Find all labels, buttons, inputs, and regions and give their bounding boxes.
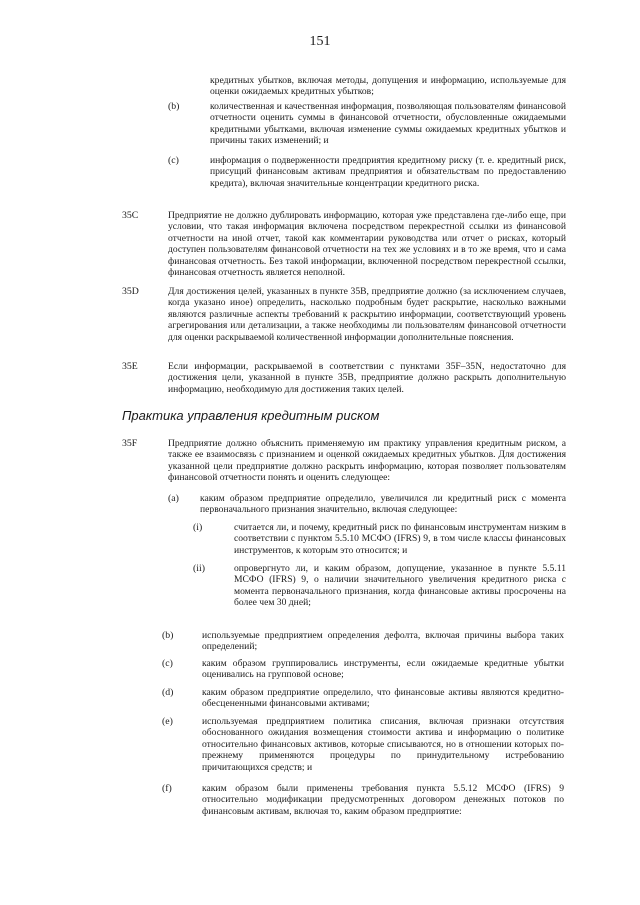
intro-continuation: кредитных убытков, включая методы, допущения и информацию, используемые для оценки ожидаемых кредитных убытков; <box>210 75 566 98</box>
item-c-label: (c) <box>168 155 179 166</box>
subitem-ii-label: (ii) <box>193 563 205 574</box>
item-35f-f-label: (f) <box>162 783 172 794</box>
item-35f-d-label: (d) <box>162 687 174 698</box>
paragraph-35f-text: Предприятие должно объяснить применяемую им практику управления кредитным риском, а также ее взаимосвязь с признанием и оценкой ожидаемых кредитных убытков. Для достижения указанной цели предприятие должно раскрыть информацию, которая позволяет пользователям финансовой отчетности понять и оценить следующее: <box>168 438 566 484</box>
paragraph-35f-label: 35F <box>122 438 138 449</box>
paragraph-35e-label: 35E <box>122 361 138 372</box>
item-35f-f-text: каким образом были применены требования пункта 5.5.12 МСФО (IFRS) 9 относительно модификации предусмотренных договором денежных потоков по финансовым активам, включая то, каким образом предприятие: <box>202 783 564 817</box>
item-b-text: количественная и качественная информация, позволяющая пользователям финансовой отчетности оценить суммы в финансовой отчетности, обусловленные ожидаемыми кредитными убытками, включая изменение суммы ожидаемых кредитных убытков и причины таких изменений; и <box>210 101 566 147</box>
item-35f-a-text: каким образом предприятие определило, увеличился ли кредитный риск с момента первоначального признания значительно, включая следующее: <box>200 493 566 516</box>
section-heading: Практика управления кредитным риском <box>122 408 380 423</box>
item-35f-e-label: (e) <box>162 716 173 727</box>
item-35f-a-label: (a) <box>168 493 179 504</box>
subitem-i-text: считается ли, и почему, кредитный риск по финансовым инструментам низким в соответствии с пунктом 5.5.10 МСФО (IFRS) 9, в том числе классы финансовых инструментов, к которым это относится; и <box>234 522 566 556</box>
item-35f-c-label: (c) <box>162 658 173 669</box>
item-35f-d-text: каким образом предприятие определило, что финансовые активы являются кредитно-обесцененными финансовыми активами; <box>202 687 564 710</box>
item-35f-e-text: используемая предприятием политика списания, включая признаки отсутствия обоснованного ожидания возмещения стоимости актива и информацию о политике относительно финансовых активов, которые списываются, но в отношении которых по-прежнему применяются процедуры по принудительному истребованию причитающихся средств; и <box>202 716 564 773</box>
item-35f-b-text: используемые предприятием определения дефолта, включая причины выбора таких определений; <box>202 630 564 653</box>
item-35f-b-label: (b) <box>162 630 174 641</box>
paragraph-35c-text: Предприятие не должно дублировать информацию, которая уже представлена где-либо еще, при условии, что такая информация включена посредством перекрестной ссылки из финансовой отчетности на иной отчет, такой как комментарии руководства или отчет о рисках, который доступен пользователям финансовой отчетности на тех же условиях и в то же время, что и сама финансовая отчетность. Без такой информации, включенной посредством перекрестной ссылки, финансовая отчетность является неполной. <box>168 210 566 279</box>
paragraph-35d-text: Для достижения целей, указанных в пункте 35B, предприятие должно (за исключением случаев, когда указано иное) определить, насколько подробным будет раскрытие, насколько важными являются различные аспекты требований к раскрытию информации, соответствующий уровень агрегирования или детализации, а также необходимы ли пользователям финансовой отчетности для оценки раскрываемой количественной информации дополнительные пояснения. <box>168 286 566 343</box>
item-c-text: информация о подверженности предприятия кредитному риску (т. е. кредитный риск, присущий финансовым активам предприятия и обязательствам по предоставлению кредита), включая значительные концентрации кредитного риска. <box>210 155 566 189</box>
page-number: 151 <box>309 34 331 49</box>
item-35f-c-text: каким образом группировались инструменты, если ожидаемые кредитные убытки оценивались на групповой основе; <box>202 658 564 681</box>
paragraph-35c-label: 35C <box>122 210 139 221</box>
subitem-ii-text: опровергнуто ли, и каким образом, допущение, указанное в пункте 5.5.11 МСФО (IFRS) 9, о наличии значительного увеличения кредитного риска с момента первоначального признания, когда финансовые активы просрочены на более чем 30 дней; <box>234 563 566 609</box>
item-b-label: (b) <box>168 101 180 112</box>
subitem-i-label: (i) <box>193 522 203 533</box>
paragraph-35d-label: 35D <box>122 286 139 297</box>
paragraph-35e-text: Если информации, раскрываемой в соответствии с пунктами 35F–35N, недостаточно для достижения цели, указанной в пункте 35B, предприятие должно раскрыть дополнительную информацию, необходимую для достижения таких целей. <box>168 361 566 395</box>
